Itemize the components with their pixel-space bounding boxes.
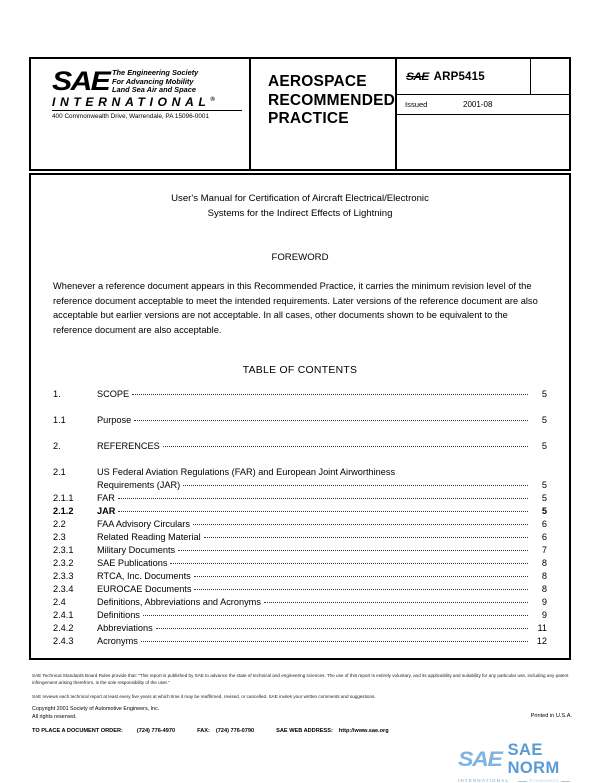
toc-entry[interactable] xyxy=(53,466,547,479)
toc-entry-page: 9 xyxy=(541,610,547,621)
printed-in-text: Printed in U.S.A. xyxy=(530,713,572,719)
toc-entry[interactable] xyxy=(53,609,547,622)
toc-entry-page: 5 xyxy=(541,415,547,426)
toc-entry-label: Military Documents xyxy=(97,545,176,556)
toc-leader-dots xyxy=(143,615,528,616)
sae-norm-international: INTERNATIONAL xyxy=(458,778,510,783)
foreword-text: Whenever a reference document appears in this Recommended Practice, it carries the minimum revision level of the reference document acceptable to meet the intended requirements. Later versions of the reference document are also acceptable but earlier versions are not acceptable. In all cases, other documents shown to be equivalent to the reference document are also acceptable. xyxy=(53,281,538,335)
document-type-cell xyxy=(249,59,395,169)
toc-leader-dots xyxy=(118,498,528,499)
toc-entry[interactable] xyxy=(53,414,547,427)
toc-entry-number: 2.2 xyxy=(53,519,66,530)
sae-logo-mark: SAE xyxy=(52,66,110,96)
legal-disclaimer xyxy=(32,672,572,706)
disclaimer-paragraph-2: SAE reviews each technical report at least every five years at which time it may be reaffirmed, revised, or cancelled. SAE invites your written comments and suggestions. xyxy=(32,693,376,699)
toc-entry-label: Related Reading Material xyxy=(97,532,201,543)
toc-entry-label: JAR xyxy=(97,506,116,517)
toc-entry-page: 12 xyxy=(536,636,547,647)
toc-entry-label: FAR xyxy=(97,493,115,504)
toc-entry-number: 2.3.3 xyxy=(53,571,74,582)
toc-entry-page: 5 xyxy=(541,441,547,452)
toc-entry-number: 2.4.2 xyxy=(53,623,74,634)
issued-date: 2001-08 xyxy=(463,100,493,109)
toc-entry-label: EUROCAE Documents xyxy=(97,584,192,595)
doc-type-line-3: PRACTICE xyxy=(267,110,349,127)
toc-entry[interactable] xyxy=(53,505,547,518)
sae-norm-wordmark: SAE NORM xyxy=(507,741,560,777)
doc-number-value: ARP5415 xyxy=(433,70,485,83)
toc-entry-number: 2.1.1 xyxy=(53,493,74,504)
sae-norm-watermark xyxy=(458,741,598,783)
order-phone: (724) 776-4970 xyxy=(136,728,176,734)
doc-type-line-1: AEROSPACE xyxy=(267,73,367,90)
toc-entry-page: 5 xyxy=(541,493,547,504)
toc-leader-dots xyxy=(204,537,528,538)
toc-entry-label: REFERENCES xyxy=(97,441,160,452)
toc-entry[interactable] xyxy=(53,622,547,635)
toc-entry-label: SAE Publications xyxy=(97,558,168,569)
order-contact-line xyxy=(32,728,572,734)
toc-entry-label: SCOPE xyxy=(97,389,130,400)
toc-entry-number: 1. xyxy=(53,389,61,400)
page-title-line-2: Systems for the Indirect Effects of Lightning xyxy=(207,207,393,219)
fax-label: FAX: xyxy=(197,728,210,734)
toc-leader-dots xyxy=(193,524,528,525)
toc-entry[interactable] xyxy=(53,596,547,609)
sae-norm-mark: SAE xyxy=(458,747,502,771)
toc-entry-number: 2.4.3 xyxy=(53,636,74,647)
toc-entry[interactable] xyxy=(53,440,547,453)
toc-entry[interactable] xyxy=(53,492,547,505)
toc-entry-page: 9 xyxy=(541,597,547,608)
rights-reserved-text: All rights reserved. xyxy=(32,713,77,720)
toc-entry[interactable] xyxy=(53,635,547,648)
toc-entry[interactable] xyxy=(53,518,547,531)
web-address-label: SAE WEB ADDRESS: xyxy=(276,728,333,734)
toc-entry-number: 2.3.1 xyxy=(53,545,74,556)
toc-leader-dots xyxy=(141,641,528,642)
revision-blank-cell xyxy=(531,59,569,94)
doc-number-field xyxy=(397,59,531,94)
toc-entry-page: 5 xyxy=(541,506,547,517)
copyright-text: Copyright 2001 Society of Automotive Engineers, Inc. xyxy=(32,706,160,712)
toc-entry-page: 8 xyxy=(541,558,547,569)
toc-leader-dots xyxy=(170,563,528,564)
toc-entry-number: 2.1 xyxy=(53,467,66,478)
toc-leader-dots xyxy=(264,602,528,603)
sae-norm-subtitle: STANDARDS xyxy=(519,778,569,783)
sae-tagline-line-1: The Engineering Society xyxy=(112,68,199,77)
sae-address: 400 Commonwealth Drive, Warrendale, PA 15096-0001 xyxy=(52,113,210,121)
disclaimer-paragraph-1: SAE Technical Standards Board Rules provide that: "This report is published by SAE to advance the state of technical and engineering sciences. The use of this report is entirely voluntary, and its applicability and suitability for any particular use, including any patent infringement arising therefrom, is the sole responsibility of the user." xyxy=(32,673,569,686)
sae-norm-logo-row xyxy=(458,741,598,777)
toc-entry-page: 7 xyxy=(541,545,547,556)
toc-entry-number: 2.3.4 xyxy=(53,584,74,595)
sae-tagline xyxy=(112,68,198,95)
page-title-line-1: User's Manual for Certification of Aircraft Electrical/Electronic xyxy=(171,193,429,204)
toc-entry[interactable] xyxy=(53,544,547,557)
sae-logo-cell xyxy=(31,59,249,169)
web-address-url[interactable]: http://www.sae.org xyxy=(338,728,389,734)
toc-entry-page: 5 xyxy=(541,389,547,400)
toc-entry-number: 2.1.2 xyxy=(53,506,74,517)
toc-entry-number: 2.3 xyxy=(53,532,66,543)
fax-number: (724) 776-0790 xyxy=(215,728,255,734)
doc-type-line-2: RECOMMENDED xyxy=(267,91,396,109)
toc-entry-label: RTCA, Inc. Documents xyxy=(97,571,191,582)
toc-heading: TABLE OF CONTENTS xyxy=(242,365,358,377)
table-of-contents xyxy=(53,388,547,648)
toc-entry[interactable] xyxy=(53,557,547,570)
toc-leader-dots xyxy=(178,550,528,551)
issued-label: Issued xyxy=(405,100,428,109)
toc-leader-dots xyxy=(194,589,528,590)
toc-leader-dots xyxy=(134,420,528,421)
sae-tagline-line-3: Land Sea Air and Space xyxy=(112,85,196,95)
toc-entry[interactable] xyxy=(53,388,547,401)
toc-leader-dots xyxy=(156,628,528,629)
doc-number-row xyxy=(397,59,569,95)
toc-entry-page: 8 xyxy=(541,571,547,582)
toc-leader-dots xyxy=(132,394,528,395)
toc-entry-page: 11 xyxy=(537,623,547,634)
toc-leader-dots xyxy=(194,576,528,577)
toc-leader-dots xyxy=(163,446,528,447)
sae-tagline-line-2: For Advancing Mobility xyxy=(112,76,194,86)
issued-row xyxy=(397,95,569,115)
toc-entry-number: 2.4 xyxy=(53,597,66,608)
toc-entry-label: Definitions xyxy=(97,610,140,621)
toc-entry-number: 2.4.1 xyxy=(53,610,74,621)
sae-small-mark: SAE xyxy=(406,70,429,83)
document-header-table xyxy=(29,57,571,171)
registered-trademark-icon: ® xyxy=(210,96,215,103)
toc-entry-label-wrap: Requirements (JAR) xyxy=(97,480,181,491)
toc-leader-dots xyxy=(118,511,528,512)
logo-divider-rule xyxy=(52,110,242,111)
toc-entry-label: Purpose xyxy=(97,415,132,426)
toc-entry-label: FAA Advisory Circulars xyxy=(97,519,190,530)
toc-entry-label: Acronyms xyxy=(97,636,138,647)
toc-entry-label: Abbreviations xyxy=(97,623,153,634)
toc-entry-continuation[interactable] xyxy=(53,479,547,492)
foreword-heading: FOREWORD xyxy=(271,252,329,263)
toc-entry-page: 6 xyxy=(541,532,547,543)
toc-entry[interactable] xyxy=(53,570,547,583)
order-label: TO PLACE A DOCUMENT ORDER: xyxy=(32,728,123,734)
superseding-blank-cell xyxy=(397,115,569,169)
toc-entry-number: 1.1 xyxy=(53,415,66,426)
document-number-cell xyxy=(395,59,569,169)
toc-entry[interactable] xyxy=(53,583,547,596)
copyright-block xyxy=(32,706,159,721)
toc-entry-page: 8 xyxy=(541,584,547,595)
toc-leader-dots xyxy=(183,485,528,486)
page-title xyxy=(31,192,569,221)
toc-entry-label: Definitions, Abbreviations and Acronyms xyxy=(97,597,261,608)
toc-entry-page: 5 xyxy=(541,480,547,491)
sae-logo xyxy=(52,68,249,95)
toc-entry-label: US Federal Aviation Regulations (FAR) and European Joint Airworthiness xyxy=(97,467,396,478)
document-body-box xyxy=(29,173,571,660)
toc-entry[interactable] xyxy=(53,531,547,544)
toc-entry-number: 2.3.2 xyxy=(53,558,74,569)
sae-international-wordmark: INTERNATIONAL® xyxy=(52,94,215,109)
toc-entry-number: 2. xyxy=(53,441,61,452)
toc-entry-page: 6 xyxy=(541,519,547,530)
sae-norm-subtitle-row xyxy=(458,778,598,783)
